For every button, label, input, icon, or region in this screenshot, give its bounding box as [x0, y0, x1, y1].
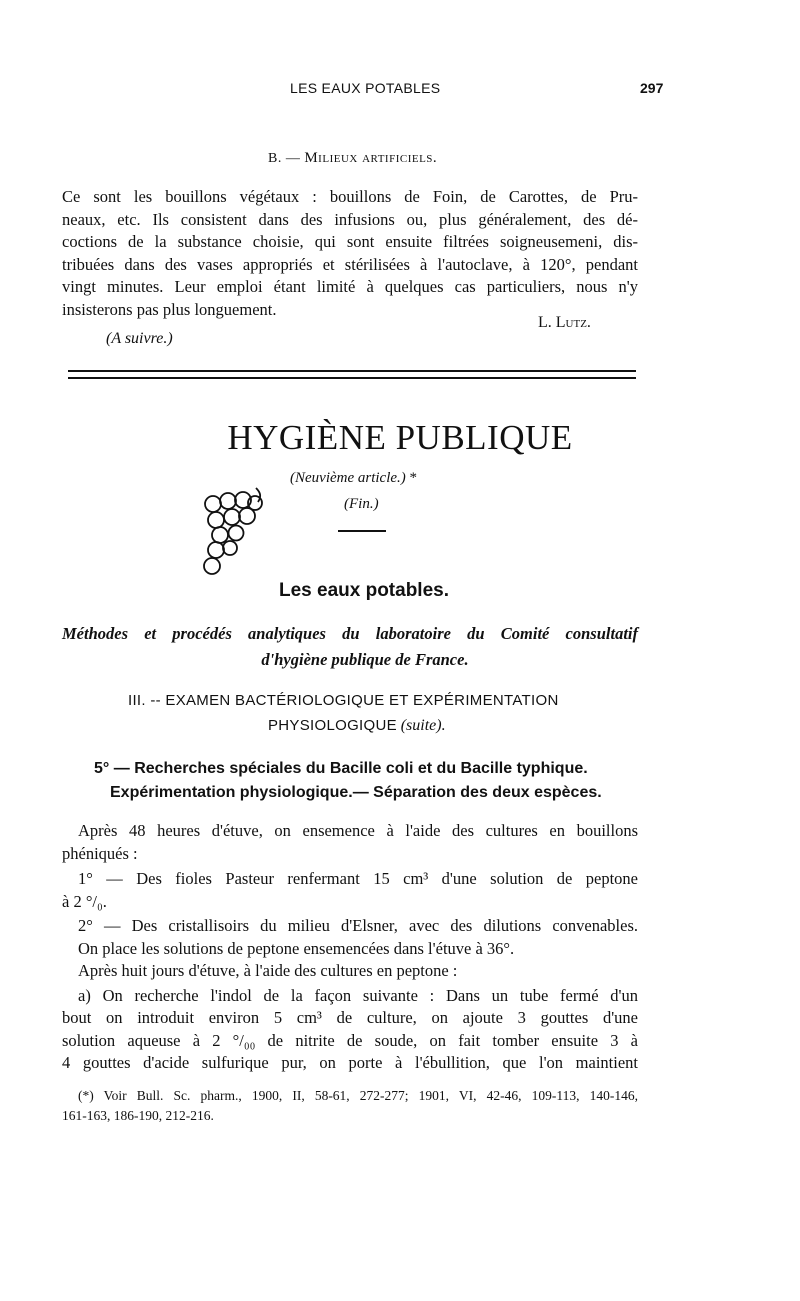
- running-title: LES EAUX POTABLES: [290, 80, 441, 96]
- article-subtitle: (Neuvième article.) *: [290, 470, 418, 486]
- paragraph-6-line-4: 4 gouttes d'acide sulfurique pur, on porte à l'ébullition, que l'on maintient: [62, 1053, 638, 1072]
- paragraph-4: On place les solutions de peptone ensemencées dans l'étuve à 36°.: [78, 938, 515, 958]
- paragraph-6-line-1: a) On recherche l'indol de la façon suivante : Dans un tube fermé d'un: [78, 985, 638, 1005]
- methods-line-1: Méthodes et procédés analytiques du laboratoire du Comité consultatif: [62, 624, 638, 643]
- paragraph-1-line-1: Après 48 heures d'étuve, on ensemence à l'aide des cultures en bouillons: [78, 821, 638, 840]
- subsection-line-2: Expérimentation physiologique.— Séparation des deux espèces.: [110, 784, 602, 801]
- paragraph-5: Après huit jours d'étuve, à l'aide des cultures en peptone :: [78, 961, 458, 980]
- footnote-line-2: 161-163, 186-190, 212-216.: [62, 1108, 214, 1123]
- grape-cluster-icon: [198, 484, 270, 585]
- article-title: HYGIÈNE PUBLIQUE: [227, 418, 573, 457]
- paragraph-2-line-2: à 2 °/₀.: [62, 891, 107, 911]
- running-header: [0, 80, 800, 104]
- section-heading: Les eaux potables.: [278, 580, 449, 601]
- paragraph-6-line-2: bout on introduit environ 5 cm³ de culture, on ajoute 3 gouttes d'une: [62, 1008, 638, 1027]
- paragraph-2-line-1: 1° — Des fioles Pasteur renfermant 15 cm³ d'une solution de peptone: [78, 869, 638, 888]
- section-b-paragraph: Ce sont les bouillons végétaux : bouillons de Foin, de Carottes, de Pru- neaux, etc. Ils consistent dans des infusions ou, plus généralement, des dé- coctions de la substance choisie, qui sont ensuite filtrées soigneusemeni, dis- tribuées dans des vases appropriés et stérilisées à l'autoclave, à 120°, pendant vingt minutes. Leur emploi étant limité à quelques cas particuliers, nous n'y insisterons pas plus longuement.: [62, 187, 638, 319]
- section-iii-line-2: PHYSIOLOGIQUE (suite).: [268, 717, 446, 734]
- page-number: 297: [640, 80, 664, 96]
- footnote-line-1: (*) Voir Bull. Sc. pharm., 1900, II, 58-61, 272-277; 1901, VI, 42-46, 109-113, 140-146,: [78, 1088, 638, 1103]
- divider-top: [68, 370, 636, 372]
- divider-bottom: [68, 377, 636, 379]
- methods-line-2: d'hygiène publique de France.: [261, 650, 469, 669]
- section-iii-line-1: III. -- EXAMEN BACTÉRIOLOGIQUE ET EXPÉRIMENTATION: [128, 692, 559, 709]
- section-b-heading: B. — Milieux artificiels.: [268, 150, 438, 166]
- to-follow-note: (A suivre.): [106, 330, 173, 347]
- paragraph-6-line-3: solution aqueuse à 2 °/₀₀ de nitrite de soude, on fait tomber ensuite 3 à: [62, 1030, 638, 1050]
- paragraph-3: 2° — Des cristallisoirs du milieu d'Elsner, avec des dilutions convenables.: [78, 916, 638, 935]
- body-text: [62, 820, 638, 1075]
- signature: L. Lutz.: [538, 314, 591, 331]
- footnote: [62, 1086, 638, 1126]
- short-rule: [338, 530, 386, 532]
- subsection-line-1: 5° — Recherches spéciales du Bacille coli et du Bacille typhique.: [94, 760, 588, 777]
- article-subtitle-end: (Fin.): [344, 496, 379, 512]
- paragraph-1-line-2: phéniqués :: [62, 843, 138, 863]
